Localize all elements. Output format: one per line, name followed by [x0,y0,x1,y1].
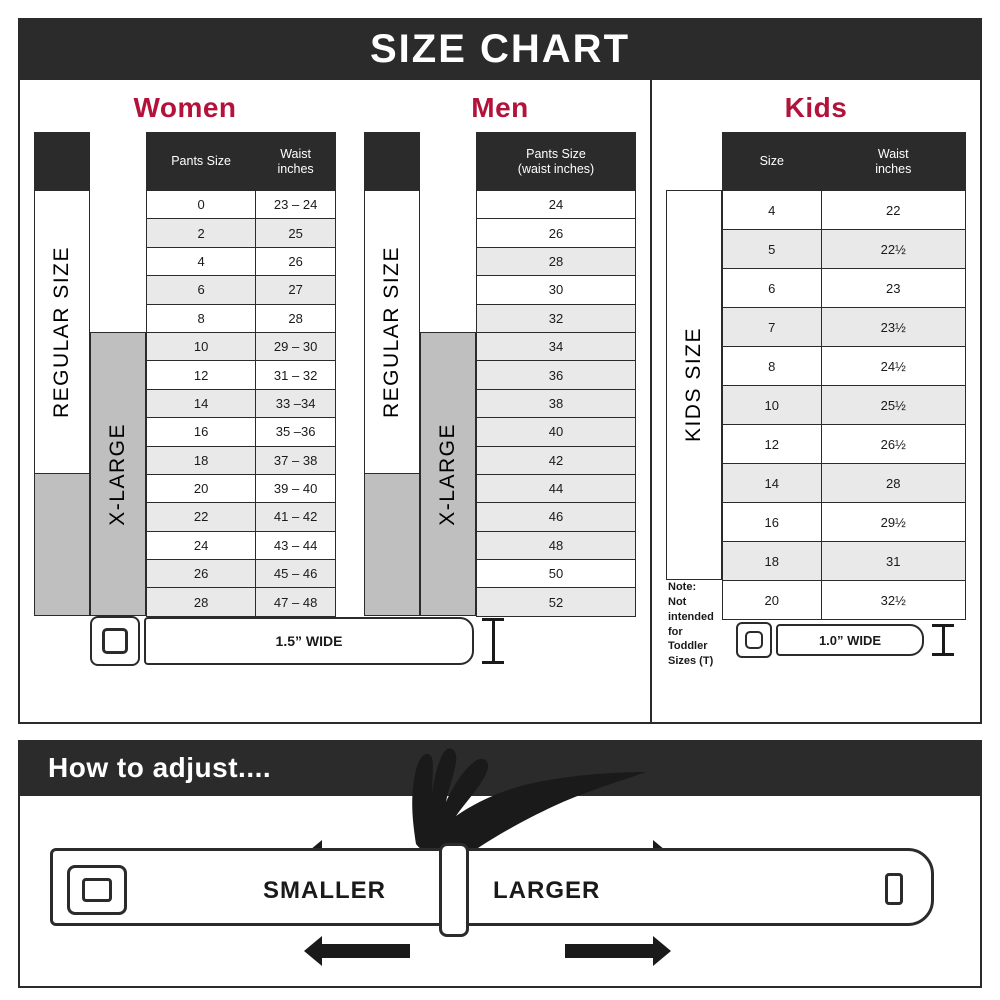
kids-table-body [723,191,966,620]
table-row: 16 29½ [723,503,966,542]
kids-header-waist: Waist inches [821,133,965,191]
men-header-pants-size: Pants Size (waist inches) [477,133,636,191]
table-row: 26 45 – 46 [147,560,336,588]
men-table-body [477,191,636,617]
kids-vlabel-spacer [666,132,722,190]
table-row: 34 [477,332,636,360]
table-row: 44 [477,474,636,502]
men-vlabel-spacer [364,132,420,190]
table-row: 0 23 – 24 [147,191,336,219]
kids-size-label: KIDS SIZE [666,190,722,580]
men-table-wrap [350,132,650,617]
table-row: 16 35 –36 [147,418,336,446]
table-row: 42 [477,446,636,474]
table-row: 52 [477,588,636,616]
men-heading: Men [471,92,529,123]
belt-strap-large [50,848,934,926]
women-table-wrap [20,132,350,617]
women-vlabel2-spacer-top [90,132,146,190]
women-vertical-labels-2 [90,132,146,616]
table-row: 8 24½ [723,347,966,386]
table-row: 10 25½ [723,386,966,425]
table-row: 40 [477,418,636,446]
men-regular-size-label: REGULAR SIZE [364,190,420,474]
belt-width-label-kids: 1.0” WIDE [818,632,882,648]
page-title: SIZE CHART [18,18,982,80]
belt-width-diagram-kids [736,622,954,658]
table-row: 36 [477,361,636,389]
table-row: 4 22 [723,191,966,230]
women-xlarge-fill-upper [34,474,90,616]
label-smaller: SMALLER [263,877,386,904]
table-row: 46 [477,503,636,531]
table-row: 24 43 – 44 [147,531,336,559]
table-row: 24 [477,191,636,219]
measure-bar-icon-small [932,624,954,656]
table-row: 10 29 – 30 [147,332,336,360]
size-chart-sheet [18,18,982,988]
belt-width-diagram-adult [90,616,504,666]
table-row: 28 47 – 48 [147,588,336,616]
table-row: 50 [477,560,636,588]
table-row: 30 [477,276,636,304]
table-row: 22 41 – 42 [147,503,336,531]
table-row: 14 33 –34 [147,389,336,417]
table-row: 20 32½ [723,581,966,620]
belt-strap-adult [144,617,474,665]
women-xlarge-label: X-LARGE [90,332,146,616]
women-heading: Women [133,92,237,123]
table-row: 18 37 – 38 [147,446,336,474]
men-xlarge-label: X-LARGE [420,332,476,616]
table-row: 28 [477,247,636,275]
table-row: 26 [477,219,636,247]
belt-strap-kids [776,624,924,656]
men-vlabel2-spacer-mid [420,190,476,332]
men-vertical-labels-2 [420,132,476,616]
women-table-body [147,191,336,617]
adjuster-slider-handle[interactable] [439,843,469,937]
table-row: 12 26½ [723,425,966,464]
how-to-adjust-panel [18,796,982,988]
arrow-left-bottom-icon [320,944,410,958]
men-vertical-labels [364,132,420,616]
table-row: 20 39 – 40 [147,474,336,502]
men-size-table [476,132,636,617]
women-size-table [146,132,336,617]
women-header-waist: Waist inches [256,133,336,191]
table-row: 8 28 [147,304,336,332]
buckle-icon [90,616,140,666]
table-row: 6 27 [147,276,336,304]
kids-note: Note: Not intended for Toddler Sizes (T) [668,581,714,668]
women-vertical-labels [34,132,90,616]
table-row: 48 [477,531,636,559]
table-row: 2 25 [147,219,336,247]
women-vlabel-spacer [34,132,90,190]
buckle-icon-small [736,622,772,658]
women-header-pants-size: Pants Size [147,133,256,191]
table-row: 14 28 [723,464,966,503]
table-row: 6 23 [723,269,966,308]
kids-vertical-labels [666,132,722,668]
measure-bar-icon [482,618,504,664]
table-row: 12 31 – 32 [147,361,336,389]
kids-size-table [722,132,966,620]
label-larger: LARGER [493,877,601,904]
arrow-right-bottom-icon [565,944,655,958]
belt-width-label-adult: 1.5” WIDE [275,633,343,649]
kids-heading: Kids [784,92,848,123]
table-row: 5 22½ [723,230,966,269]
belt-tip-hole-icon [885,873,903,905]
table-row: 32 [477,304,636,332]
men-xlarge-fill-upper [364,474,420,616]
kids-note-box [666,580,722,668]
table-row: 18 31 [723,542,966,581]
table-row: 7 23½ [723,308,966,347]
hand-illustration-icon [398,748,648,858]
table-row: 38 [477,389,636,417]
men-vlabel2-spacer-top [420,132,476,190]
buckle-icon-large [67,865,127,915]
table-row: 4 26 [147,247,336,275]
women-regular-size-label: REGULAR SIZE [34,190,90,474]
women-vlabel2-spacer-mid [90,190,146,332]
kids-table-wrap [652,132,980,668]
kids-header-size: Size [723,133,822,191]
how-to-adjust-heading: How to adjust.... [18,740,982,796]
